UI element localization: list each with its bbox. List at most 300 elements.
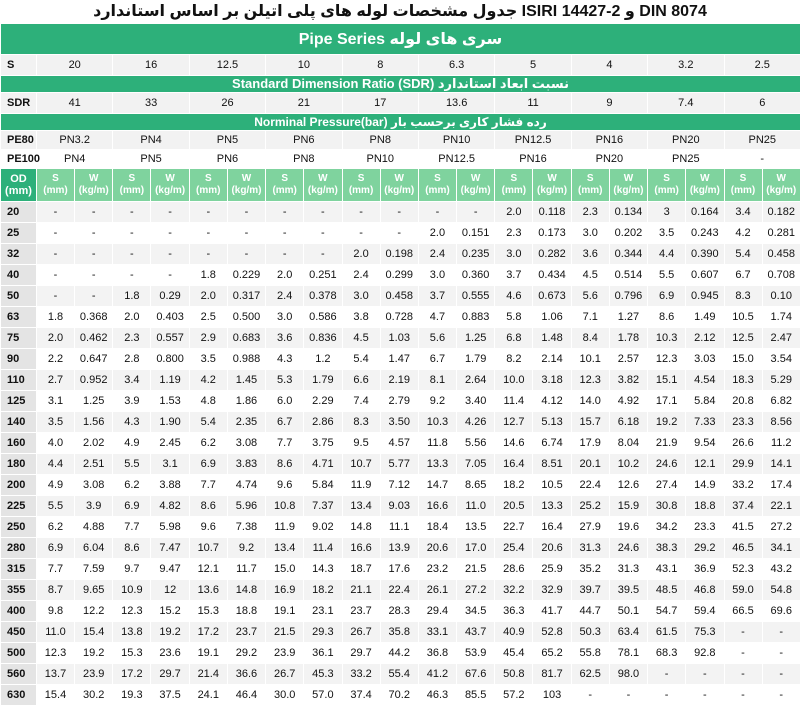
weight-cell: 19.2 xyxy=(151,622,189,643)
thickness-cell: 25.4 xyxy=(495,538,533,559)
thickness-cell: 13.8 xyxy=(113,622,151,643)
thickness-cell: 10.3 xyxy=(648,328,686,349)
thickness-cell: - xyxy=(342,202,380,223)
weight-cell: 3.82 xyxy=(609,370,647,391)
thickness-cell: 5.5 xyxy=(37,496,75,517)
thickness-cell: 19.1 xyxy=(189,643,227,664)
weight-cell: - xyxy=(151,244,189,265)
weight-cell: 50.1 xyxy=(609,601,647,622)
pe100-value: PN5 xyxy=(113,150,189,169)
thickness-cell: 12.3 xyxy=(571,370,609,391)
weight-cell: 0.500 xyxy=(227,307,265,328)
thickness-cell: 5.4 xyxy=(189,412,227,433)
weight-cell: 69.6 xyxy=(762,601,800,622)
weight-cell: - xyxy=(762,643,800,664)
thickness-cell: 3.4 xyxy=(113,370,151,391)
weight-cell: 2.19 xyxy=(380,370,418,391)
weight-cell: 11.0 xyxy=(456,496,494,517)
thickness-cell: 39.7 xyxy=(571,580,609,601)
s-mm-header: S (mm) xyxy=(189,169,227,202)
s-label: S xyxy=(1,55,37,76)
weight-cell: 18.2 xyxy=(304,580,342,601)
weight-cell: 1.53 xyxy=(151,391,189,412)
w-kgm-header: W (kg/m) xyxy=(227,169,265,202)
thickness-cell: 8.7 xyxy=(37,580,75,601)
weight-cell: 23.7 xyxy=(227,622,265,643)
weight-cell: 3.40 xyxy=(456,391,494,412)
s-value: 8 xyxy=(342,55,418,76)
thickness-cell: 13.3 xyxy=(418,454,456,475)
thickness-cell: 21.5 xyxy=(266,622,304,643)
thickness-cell: 4.5 xyxy=(342,328,380,349)
weight-cell: - xyxy=(151,265,189,286)
pe100-value: PN4 xyxy=(37,150,113,169)
s-mm-header: S (mm) xyxy=(342,169,380,202)
thickness-cell: 3.7 xyxy=(418,286,456,307)
weight-cell: 36.9 xyxy=(686,559,724,580)
s-mm-header: S (mm) xyxy=(37,169,75,202)
thickness-cell: 5.3 xyxy=(266,370,304,391)
table-row xyxy=(1,370,801,391)
thickness-cell: 26.7 xyxy=(266,664,304,685)
weight-cell: 3.54 xyxy=(762,349,800,370)
sdr-title: Standard Dimension Ratio (SDR) نسبت ابعاد استاندارد xyxy=(1,76,801,93)
weight-cell: - xyxy=(75,265,113,286)
thickness-cell: 34.2 xyxy=(648,517,686,538)
thickness-cell: 2.3 xyxy=(113,328,151,349)
thickness-cell: - xyxy=(37,244,75,265)
thickness-cell: 6.9 xyxy=(648,286,686,307)
weight-cell: 14.1 xyxy=(762,454,800,475)
weight-cell: 2.47 xyxy=(762,328,800,349)
weight-cell: 0.458 xyxy=(762,244,800,265)
od-cell: 20 xyxy=(1,202,37,223)
table-row xyxy=(1,475,801,496)
thickness-cell: - xyxy=(37,202,75,223)
thickness-cell: 2.4 xyxy=(342,265,380,286)
s-value: 5 xyxy=(495,55,571,76)
thickness-cell: 4.7 xyxy=(418,307,456,328)
weight-cell: 3.03 xyxy=(686,349,724,370)
thickness-cell: 27.4 xyxy=(648,475,686,496)
od-cell: 160 xyxy=(1,433,37,454)
thickness-cell: 10.7 xyxy=(189,538,227,559)
thickness-cell: 4.9 xyxy=(113,433,151,454)
thickness-cell: 30.0 xyxy=(266,685,304,706)
thickness-cell: 18.3 xyxy=(724,370,762,391)
thickness-cell: 4.5 xyxy=(571,265,609,286)
thickness-cell: - xyxy=(189,244,227,265)
pe100-value: PN20 xyxy=(571,150,647,169)
weight-cell: 17.0 xyxy=(456,538,494,559)
thickness-cell: 62.5 xyxy=(571,664,609,685)
pe100-value: - xyxy=(724,150,800,169)
weight-cell: - xyxy=(151,223,189,244)
weight-cell: 0.945 xyxy=(686,286,724,307)
thickness-cell: 1.8 xyxy=(113,286,151,307)
thickness-cell: 10.8 xyxy=(266,496,304,517)
thickness-cell: 45.4 xyxy=(495,643,533,664)
thickness-cell: 6.8 xyxy=(495,328,533,349)
od-cell: 90 xyxy=(1,349,37,370)
weight-cell: 2.12 xyxy=(686,328,724,349)
weight-cell: 9.47 xyxy=(151,559,189,580)
table-row xyxy=(1,433,801,454)
thickness-cell: 6.2 xyxy=(37,517,75,538)
weight-cell: 24.6 xyxy=(609,538,647,559)
weight-cell: 6.04 xyxy=(75,538,113,559)
thickness-cell: 2.3 xyxy=(495,223,533,244)
pipe-series-band xyxy=(1,24,801,55)
weight-cell: 7.47 xyxy=(151,538,189,559)
thickness-cell: 28.6 xyxy=(495,559,533,580)
weight-cell: 9.02 xyxy=(304,517,342,538)
weight-cell: 0.557 xyxy=(151,328,189,349)
weight-cell: 8.04 xyxy=(609,433,647,454)
thickness-cell: 10.1 xyxy=(571,349,609,370)
weight-cell: 18.8 xyxy=(227,601,265,622)
thickness-cell: 50.3 xyxy=(571,622,609,643)
od-cell: 125 xyxy=(1,391,37,412)
weight-cell: 1.78 xyxy=(609,328,647,349)
weight-cell: 0.229 xyxy=(227,265,265,286)
weight-cell: 5.29 xyxy=(762,370,800,391)
weight-cell: 2.29 xyxy=(304,391,342,412)
weight-cell: 0.299 xyxy=(380,265,418,286)
thickness-cell: 4.2 xyxy=(189,370,227,391)
thickness-cell: - xyxy=(724,685,762,706)
thickness-cell: 8.6 xyxy=(113,538,151,559)
weight-cell: - xyxy=(304,244,342,265)
pe100-row xyxy=(1,150,801,169)
od-cell: 110 xyxy=(1,370,37,391)
thickness-cell: 8.3 xyxy=(342,412,380,433)
weight-cell: - xyxy=(609,685,647,706)
thickness-cell: - xyxy=(113,202,151,223)
thickness-cell: 21.9 xyxy=(648,433,686,454)
weight-cell: 35.8 xyxy=(380,622,418,643)
thickness-cell: 48.5 xyxy=(648,580,686,601)
thickness-cell: 3.5 xyxy=(189,349,227,370)
weight-cell: 7.59 xyxy=(75,559,113,580)
thickness-cell: 59.0 xyxy=(724,580,762,601)
od-cell: 225 xyxy=(1,496,37,517)
weight-cell: 17.4 xyxy=(762,475,800,496)
weight-cell: 0.344 xyxy=(609,244,647,265)
table-row xyxy=(1,307,801,328)
weight-cell: 0.796 xyxy=(609,286,647,307)
weight-cell: - xyxy=(456,202,494,223)
weight-cell: 3.18 xyxy=(533,370,571,391)
thickness-cell: 7.7 xyxy=(37,559,75,580)
weight-cell: 1.86 xyxy=(227,391,265,412)
thickness-cell: 12.3 xyxy=(37,643,75,664)
weight-cell: 36.1 xyxy=(304,643,342,664)
thickness-cell: - xyxy=(113,265,151,286)
weight-cell: 3.08 xyxy=(75,475,113,496)
weight-cell: 11.4 xyxy=(304,538,342,559)
thickness-cell: 6.9 xyxy=(113,496,151,517)
weight-cell: 0.378 xyxy=(304,286,342,307)
thickness-cell: 17.2 xyxy=(113,664,151,685)
thickness-cell: 3.0 xyxy=(342,286,380,307)
thickness-cell: 18.2 xyxy=(495,475,533,496)
thickness-cell: - xyxy=(37,265,75,286)
sdr-value: 41 xyxy=(37,93,113,114)
thickness-cell: 3.9 xyxy=(113,391,151,412)
weight-cell: 0.202 xyxy=(609,223,647,244)
weight-cell: 18.8 xyxy=(686,496,724,517)
od-cell: 400 xyxy=(1,601,37,622)
thickness-cell: - xyxy=(189,202,227,223)
weight-cell: 4.26 xyxy=(456,412,494,433)
sdr-value: 21 xyxy=(266,93,342,114)
weight-cell: 2.79 xyxy=(380,391,418,412)
thickness-cell: 52.3 xyxy=(724,559,762,580)
thickness-cell: 12.3 xyxy=(648,349,686,370)
thickness-cell: 16.4 xyxy=(495,454,533,475)
weight-cell: 59.4 xyxy=(686,601,724,622)
s-value: 16 xyxy=(113,55,189,76)
weight-cell: 0.118 xyxy=(533,202,571,223)
thickness-cell: 2.9 xyxy=(189,328,227,349)
weight-cell: 9.54 xyxy=(686,433,724,454)
pe80-value: PN20 xyxy=(648,131,724,150)
pe80-value: PN6 xyxy=(266,131,342,150)
weight-cell: 6.74 xyxy=(533,433,571,454)
weight-cell: 5.84 xyxy=(686,391,724,412)
weight-cell: 29.2 xyxy=(686,538,724,559)
pe80-value: PN25 xyxy=(724,131,800,150)
thickness-cell: 26.6 xyxy=(724,433,762,454)
pe80-value: PN4 xyxy=(113,131,189,150)
weight-cell: 1.06 xyxy=(533,307,571,328)
weight-cell: 8.65 xyxy=(456,475,494,496)
sdr-value: 9 xyxy=(571,93,647,114)
s-mm-header: S (mm) xyxy=(571,169,609,202)
weight-cell: 6.18 xyxy=(609,412,647,433)
thickness-cell: 5.5 xyxy=(648,265,686,286)
thickness-cell: - xyxy=(37,286,75,307)
thickness-cell: 16.9 xyxy=(266,580,304,601)
thickness-cell: 5.6 xyxy=(571,286,609,307)
w-kgm-header: W (kg/m) xyxy=(609,169,647,202)
weight-cell: 3.9 xyxy=(75,496,113,517)
weight-cell: 0.10 xyxy=(762,286,800,307)
weight-cell: 34.5 xyxy=(456,601,494,622)
weight-cell: 5.77 xyxy=(380,454,418,475)
table-row xyxy=(1,580,801,601)
thickness-cell: 14.6 xyxy=(495,433,533,454)
weight-cell: 3.08 xyxy=(227,433,265,454)
weight-cell: - xyxy=(151,202,189,223)
weight-cell: - xyxy=(686,685,724,706)
weight-cell: 1.74 xyxy=(762,307,800,328)
sdr-value: 7.4 xyxy=(648,93,724,114)
thickness-cell: 9.7 xyxy=(113,559,151,580)
weight-cell: 1.03 xyxy=(380,328,418,349)
thickness-cell: 46.5 xyxy=(724,538,762,559)
weight-cell: 7.37 xyxy=(304,496,342,517)
thickness-cell: 4.0 xyxy=(37,433,75,454)
table-row xyxy=(1,664,801,685)
w-kgm-header: W (kg/m) xyxy=(762,169,800,202)
thickness-cell: 35.2 xyxy=(571,559,609,580)
thickness-cell: 14.7 xyxy=(418,475,456,496)
weight-cell: 4.74 xyxy=(227,475,265,496)
od-cell: 200 xyxy=(1,475,37,496)
weight-cell: - xyxy=(762,622,800,643)
weight-cell: 12.2 xyxy=(75,601,113,622)
od-cell: 560 xyxy=(1,664,37,685)
sdr-band xyxy=(1,76,801,93)
weight-cell: 23.6 xyxy=(151,643,189,664)
thickness-cell: 8.6 xyxy=(266,454,304,475)
sdr-value: 11 xyxy=(495,93,571,114)
table-row xyxy=(1,328,801,349)
thickness-cell: 3.0 xyxy=(418,265,456,286)
thickness-cell: 16.6 xyxy=(418,496,456,517)
w-kgm-header: W (kg/m) xyxy=(533,169,571,202)
thickness-cell: 13.6 xyxy=(189,580,227,601)
weight-cell: 10.2 xyxy=(609,454,647,475)
weight-cell: 14.9 xyxy=(686,475,724,496)
weight-cell: 98.0 xyxy=(609,664,647,685)
weight-cell: 0.317 xyxy=(227,286,265,307)
thickness-cell: 36.3 xyxy=(495,601,533,622)
thickness-cell: 4.3 xyxy=(113,412,151,433)
weight-cell: 5.96 xyxy=(227,496,265,517)
thickness-cell: 15.0 xyxy=(724,349,762,370)
weight-cell: 12 xyxy=(151,580,189,601)
weight-cell: 9.2 xyxy=(227,538,265,559)
weight-cell: 9.65 xyxy=(75,580,113,601)
weight-cell: 0.514 xyxy=(609,265,647,286)
weight-cell: 22.1 xyxy=(762,496,800,517)
thickness-cell: 15.1 xyxy=(648,370,686,391)
thickness-cell: 68.3 xyxy=(648,643,686,664)
thickness-cell: 4.6 xyxy=(495,286,533,307)
thickness-cell: 24.1 xyxy=(189,685,227,706)
thickness-cell: 12.5 xyxy=(724,328,762,349)
weight-cell: - xyxy=(304,202,342,223)
thickness-cell: 17.2 xyxy=(189,622,227,643)
thickness-cell: - xyxy=(266,202,304,223)
pipe-series-fa: سری های لوله xyxy=(389,31,503,48)
thickness-cell: 55.8 xyxy=(571,643,609,664)
weight-cell: 27.2 xyxy=(456,580,494,601)
table-row xyxy=(1,601,801,622)
od-cell: 315 xyxy=(1,559,37,580)
weight-cell: 0.182 xyxy=(762,202,800,223)
w-kgm-header: W (kg/m) xyxy=(456,169,494,202)
weight-cell: 23.3 xyxy=(686,517,724,538)
column-header-row xyxy=(1,169,801,202)
thickness-cell: 2.2 xyxy=(37,349,75,370)
pe80-value: PN10 xyxy=(418,131,494,150)
thickness-cell: 13.7 xyxy=(37,664,75,685)
thickness-cell: 7.4 xyxy=(342,391,380,412)
weight-cell: 1.79 xyxy=(304,370,342,391)
weight-cell: 0.251 xyxy=(304,265,342,286)
table-row xyxy=(1,538,801,559)
table-row xyxy=(1,223,801,244)
weight-cell: 0.462 xyxy=(75,328,113,349)
weight-cell: 5.84 xyxy=(304,475,342,496)
weight-cell: 19.6 xyxy=(609,517,647,538)
table-row xyxy=(1,265,801,286)
weight-cell: 0.134 xyxy=(609,202,647,223)
w-kgm-header: W (kg/m) xyxy=(380,169,418,202)
thickness-cell: 3.6 xyxy=(266,328,304,349)
pe80-row xyxy=(1,131,801,150)
pe100-value: PN8 xyxy=(266,150,342,169)
weight-cell: 7.33 xyxy=(686,412,724,433)
s-value: 2.5 xyxy=(724,55,800,76)
thickness-cell: 2.3 xyxy=(571,202,609,223)
thickness-cell: 57.2 xyxy=(495,685,533,706)
od-cell: 140 xyxy=(1,412,37,433)
weight-cell: 8.51 xyxy=(533,454,571,475)
table-row xyxy=(1,454,801,475)
weight-cell: 1.27 xyxy=(609,307,647,328)
thickness-cell: 11.9 xyxy=(342,475,380,496)
thickness-cell: 33.1 xyxy=(418,622,456,643)
thickness-cell: 22.4 xyxy=(571,475,609,496)
thickness-cell: 5.8 xyxy=(495,307,533,328)
weight-cell: 29.3 xyxy=(304,622,342,643)
thickness-cell: 23.3 xyxy=(724,412,762,433)
s-value: 10 xyxy=(266,55,342,76)
weight-cell: 0.151 xyxy=(456,223,494,244)
thickness-cell: 6.7 xyxy=(266,412,304,433)
weight-cell: - xyxy=(75,286,113,307)
weight-cell: 0.198 xyxy=(380,244,418,265)
thickness-cell: 38.3 xyxy=(648,538,686,559)
weight-cell: 0.683 xyxy=(227,328,265,349)
weight-cell: 2.35 xyxy=(227,412,265,433)
weight-cell: 4.88 xyxy=(75,517,113,538)
thickness-cell: 5.5 xyxy=(113,454,151,475)
weight-cell: 15.9 xyxy=(609,496,647,517)
weight-cell: 0.586 xyxy=(304,307,342,328)
weight-cell: 0.708 xyxy=(762,265,800,286)
weight-cell: 15.4 xyxy=(75,622,113,643)
s-mm-header: S (mm) xyxy=(266,169,304,202)
thickness-cell: 41.2 xyxy=(418,664,456,685)
thickness-cell: 11.4 xyxy=(495,391,533,412)
weight-cell: 1.25 xyxy=(75,391,113,412)
od-cell: 250 xyxy=(1,517,37,538)
pe100-value: PN10 xyxy=(342,150,418,169)
weight-cell: 67.6 xyxy=(456,664,494,685)
weight-cell: - xyxy=(227,223,265,244)
thickness-cell: 19.3 xyxy=(113,685,151,706)
thickness-cell: - xyxy=(724,643,762,664)
weight-cell: 3.83 xyxy=(227,454,265,475)
thickness-cell: 3.0 xyxy=(495,244,533,265)
thickness-cell: 26.1 xyxy=(418,580,456,601)
weight-cell: 0.360 xyxy=(456,265,494,286)
thickness-cell: 8.3 xyxy=(724,286,762,307)
thickness-cell: - xyxy=(648,664,686,685)
thickness-cell: 7.1 xyxy=(571,307,609,328)
weight-cell: 4.92 xyxy=(609,391,647,412)
sdr-value: 26 xyxy=(189,93,265,114)
thickness-cell: 20.8 xyxy=(724,391,762,412)
thickness-cell: - xyxy=(571,685,609,706)
weight-cell: 14.3 xyxy=(304,559,342,580)
